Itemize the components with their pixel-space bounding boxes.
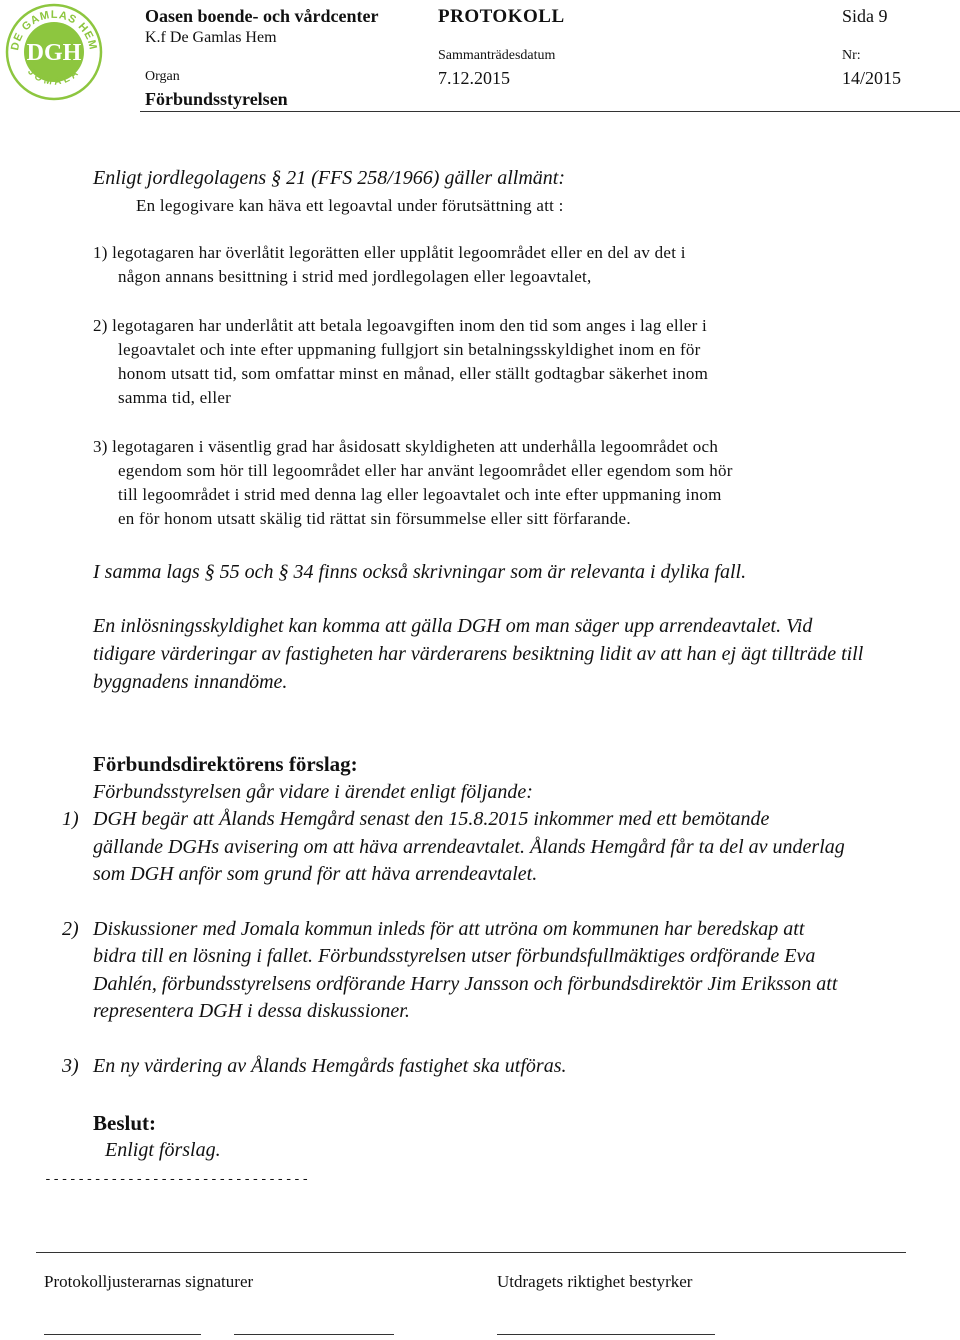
section-separator: -------------------------------- xyxy=(44,1172,310,1187)
header-divider xyxy=(140,111,960,112)
dgh-logo xyxy=(4,2,104,102)
decision-heading: Beslut: xyxy=(93,1111,156,1135)
document-type: PROTOKOLL xyxy=(438,6,565,27)
organization-subtitle: K.f De Gamlas Hem xyxy=(145,29,277,46)
proposal-item-line: Dahlén, förbundsstyrelsens ordförande Harry Jansson och förbundsdirektör Jim Eriksson att xyxy=(93,973,838,995)
proposal-item-line: gällande DGHs avisering om att häva arrendeavtalet. Ålands Hemgård får ta del av underlag xyxy=(93,836,845,858)
paragraph-lags: I samma lags § 55 och § 34 finns också skrivningar som är relevanta i dylika fall. xyxy=(93,561,747,583)
svg-text:DGH: DGH xyxy=(26,40,82,66)
proposal-item-line: DGH begär att Ålands Hemgård senast den 15.8.2015 inkommer med ett bemötande xyxy=(93,808,770,830)
paragraph-redemption-line: En inlösningsskyldighet kan komma att gälla DGH om man säger upp arrendeavtalet. Vid xyxy=(93,615,813,637)
item2-line: honom utsatt tid, som omfattar minst en månad, eller ställt godtagbar säkerhet inom xyxy=(118,364,709,383)
signature-line xyxy=(234,1334,394,1335)
page-number: Sida 9 xyxy=(842,6,888,26)
footer-divider xyxy=(36,1252,906,1253)
signature-line xyxy=(44,1334,201,1335)
paragraph-redemption-line: tidigare värderingar av fastigheten har värderarens besiktning lidit av att han ej ägt tillträde till xyxy=(93,643,864,665)
item3-line: till legoområdet i strid med denna lag eller legoavtalet och inte efter uppmaning inom xyxy=(118,485,722,504)
footer-signatures-label: Protokolljusterarnas signaturer xyxy=(44,1272,254,1291)
svg-text:DE GAMLAS HEM: DE GAMLAS HEM xyxy=(9,8,99,52)
item2-line: 2) legotagaren har underlåtit att betala legoavgiften inom den tid som anges i lag eller i xyxy=(93,316,707,335)
item1-line: 1) legotagaren har överlåtit legorätten eller upplåtit legoområdet eller en del av det i xyxy=(93,243,686,262)
proposal-item-line: som DGH anför som grund för att häva arrendeavtalet. xyxy=(93,863,538,885)
meeting-date-value: 7.12.2015 xyxy=(438,68,510,88)
decision-text: Enligt förslag. xyxy=(105,1139,221,1161)
item2-line: legoavtalet och inte efter uppmaning fullgjort sin betalningsskyldighet inom en för xyxy=(118,340,701,359)
signature-line xyxy=(497,1334,715,1335)
proposal-intro: Förbundsstyrelsen går vidare i ärendet enligt följande: xyxy=(93,781,533,803)
proposal-item-line: bidra till en lösning i fallet. Förbundsstyrelsen utser förbundsfullmäktiges ordförande Eva xyxy=(93,945,816,967)
organ-label: Organ xyxy=(145,69,180,84)
meeting-date-label: Sammanträdesdatum xyxy=(438,48,556,63)
proposal-item-number: 2) xyxy=(62,918,79,940)
organization-name: Oasen boende- och vårdcenter xyxy=(145,6,379,26)
footer-certification-label: Utdragets riktighet bestyrker xyxy=(497,1272,693,1291)
proposal-item-line: En ny värdering av Ålands Hemgårds fastighet ska utföras. xyxy=(93,1055,567,1077)
proposal-item-line: representera DGH i dessa diskussioner. xyxy=(93,1000,410,1022)
organ-value: Förbundsstyrelsen xyxy=(145,89,288,109)
number-label: Nr: xyxy=(842,48,861,63)
item3-line: egendom som hör till legoområdet eller har använt legoområdet eller egendom som hör xyxy=(118,461,733,480)
item3-line: en för honom utsatt skälig tid rättat sin försummelse eller sitt förfarande. xyxy=(118,509,631,528)
intro-line: Enligt jordlegolagens § 21 (FFS 258/1966) gäller allmänt: xyxy=(93,167,565,189)
proposal-item-number: 3) xyxy=(62,1055,79,1077)
number-value: 14/2015 xyxy=(842,68,902,88)
item3-line: 3) legotagaren i väsentlig grad har åsidosatt skyldigheten att underhålla legoområdet och xyxy=(93,437,719,456)
intro-subline: En legogivare kan häva ett legoavtal under förutsättning att : xyxy=(136,196,564,215)
item1-line: någon annans besittning i strid med jordlegolagen eller legoavtalet, xyxy=(118,267,592,286)
paragraph-redemption-line: byggnadens innandöme. xyxy=(93,671,288,693)
proposal-item-number: 1) xyxy=(62,808,79,830)
proposal-item-line: Diskussioner med Jomala kommun inleds för att utröna om kommunen har beredskap att xyxy=(93,918,805,940)
proposal-heading: Förbundsdirektörens förslag: xyxy=(93,752,358,776)
item2-line: samma tid, eller xyxy=(118,388,232,407)
svg-text:JOMALA: JOMALA xyxy=(25,66,83,88)
